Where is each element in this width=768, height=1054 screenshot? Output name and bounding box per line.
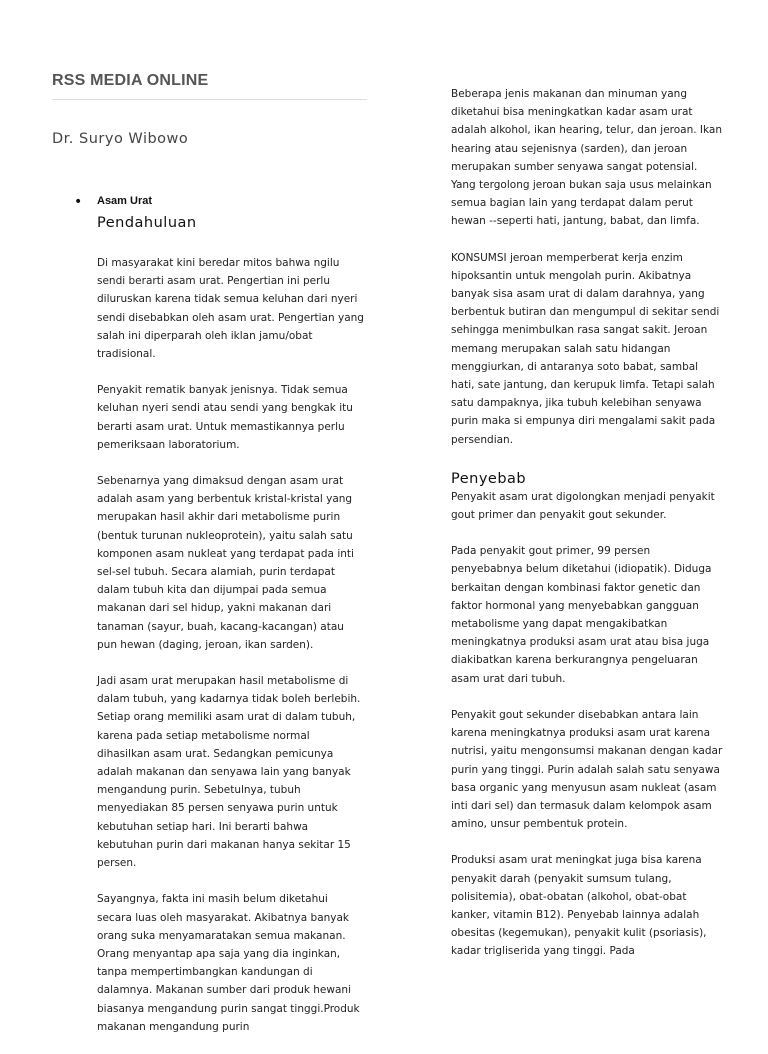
paragraph: Sebenarnya yang dimaksud dengan asam urat adalah asam yang berbentuk kristal-kristal yang merupakan hasil akhir dari metabolisme purin (bentuk turunan nukleoprotein), yaitu salah satu komponen asam nukleat yang terdapat pada inti sel-sel tubuh. Secara alamiah, purin terdapat dalam tubuh kita dan dijumpai pada semua makanan dari sel hidup, yakni makanan dari tanaman (sayur, buah, kacang-kacangan) atau pun hewan (daging, jeroan, ikan sarden).: [97, 475, 354, 651]
bullet-icon: •: [74, 194, 83, 210]
right-column: [451, 85, 723, 979]
paragraph: Penyakit asam urat digolongkan menjadi penyakit gout primer dan penyakit gout sekunder.: [451, 490, 715, 522]
paragraph: Pada penyakit gout primer, 99 persen penyebabnya belum diketahui (idiopatik). Diduga berkaitan dengan kombinasi faktor genetic dan faktor hormonal yang menyebabkan gangguan metabolisme yang dapat mengakibatkan meningkatnya produksi asam urat atau bisa juga diakibatkan karena berkurangnya pengeluaran asam urat dari tubuh.: [451, 545, 712, 685]
paragraph: Sayangnya, fakta ini masih belum diketahui secara luas oleh masyarakat. Akibatnya banyak orang suka menyamaratakan semua makanan. Orang menyantap apa saja yang dia inginkan, tanpa mempertimbangkan kandungan di dalamnya. Makanan sumber dari produk hewani biasanya mengandung purin sangat tinggi.Produk makanan mengandung purin: [97, 893, 360, 1033]
site-title: RSS MEDIA ONLINE: [52, 72, 209, 89]
intro-body: [97, 254, 365, 1054]
cause-body: [451, 488, 723, 961]
paragraph: Penyakit rematik banyak jenisnya. Tidak semua keluhan nyeri sendi atau sendi yang bengkak itu berarti asam urat. Untuk memastikannya perlu pemeriksaan laboratorium.: [97, 384, 353, 451]
paragraph: Produksi asam urat meningkat juga bisa karena penyakit darah (penyakit sumsum tulang, polisitemia), obat-obatan (alkohol, obat-obat kanker, vitamin B12). Penyebab lainnya adalah obesitas (kegemukan), penyakit kulit (psoriasis), kadar trigliserida yang tinggi. Pada: [451, 854, 707, 958]
cause-heading: Penyebab: [451, 470, 527, 487]
paragraph: Penyakit gout sekunder disebabkan antara lain karena meningkatnya produksi asam urat karena nutrisi, yaitu mengonsumsi makanan dengan kadar purin yang tinggi. Purin adalah salah satu senyawa basa organic yang menyusun asam nukleat (asam inti dari sel) dan termasuk dalam kelompok asam amino, unsur pembentuk protein.: [451, 708, 723, 831]
paragraph: Jadi asam urat merupakan hasil metabolisme di dalam tubuh, yang kadarnya tidak boleh berlebih. Setiap orang memiliki asam urat di dalam tubuh, karena pada setiap metabolisme normal dihasilkan asam urat. Sedangkan pemicunya adalah makanan dan senyawa lain yang banyak mengandung purin. Sebetulnya, tubuh menyediakan 85 persen senyawa purin untuk kebutuhan setiap hari. Ini berarti bahwa kebutuhan purin dari makanan hanya sekitar 15 persen.: [97, 675, 361, 870]
list-item-label: Asam Urat: [97, 195, 153, 207]
paragraph: Di masyarakat kini beredar mitos bahwa ngilu sendi berarti asam urat. Pengertian ini perlu diluruskan karena tidak semua keluhan dari nyeri sendi disebabkan oleh asam urat. Pengertian yang salah ini diperparah oleh iklan jamu/obat tradisional.: [97, 257, 364, 361]
intro-heading: Pendahuluan: [97, 215, 197, 231]
paragraph: KONSUMSI jeroan memperberat kerja enzim hipoksantin untuk mengolah purin. Akibatnya banyak sisa asam urat di dalam darahnya, yang berbentuk butiran dan mengumpul di sekitar sendi sehingga menimbulkan rasa sangat sakit. Jeroan memang merupakan salah satu hidangan menggiurkan, di antaranya soto babat, sambal hati, sate jantung, dan kerupuk limfa. Tetapi salah satu dampaknya, jika tubuh kelebihan senyawa purin maka si empunya diri mengalami sakit pada persendian.: [451, 251, 720, 446]
author-name: Dr. Suryo Wibowo: [52, 131, 189, 147]
paragraph: Beberapa jenis makanan dan minuman yang diketahui bisa meningkatkan kadar asam urat adalah alkohol, ikan hearing, telur, dan jeroan. Ikan hearing atau sejenisnya (sarden), dan jeroan merupakan sumber senyawa sangat potensial. Yang tergolong jeroan bukan saja usus melainkan semua bagian lain yang terdapat dalam perut hewan --seperti hati, jantung, babat, dan limfa.: [451, 88, 723, 228]
title-divider: [52, 99, 367, 100]
